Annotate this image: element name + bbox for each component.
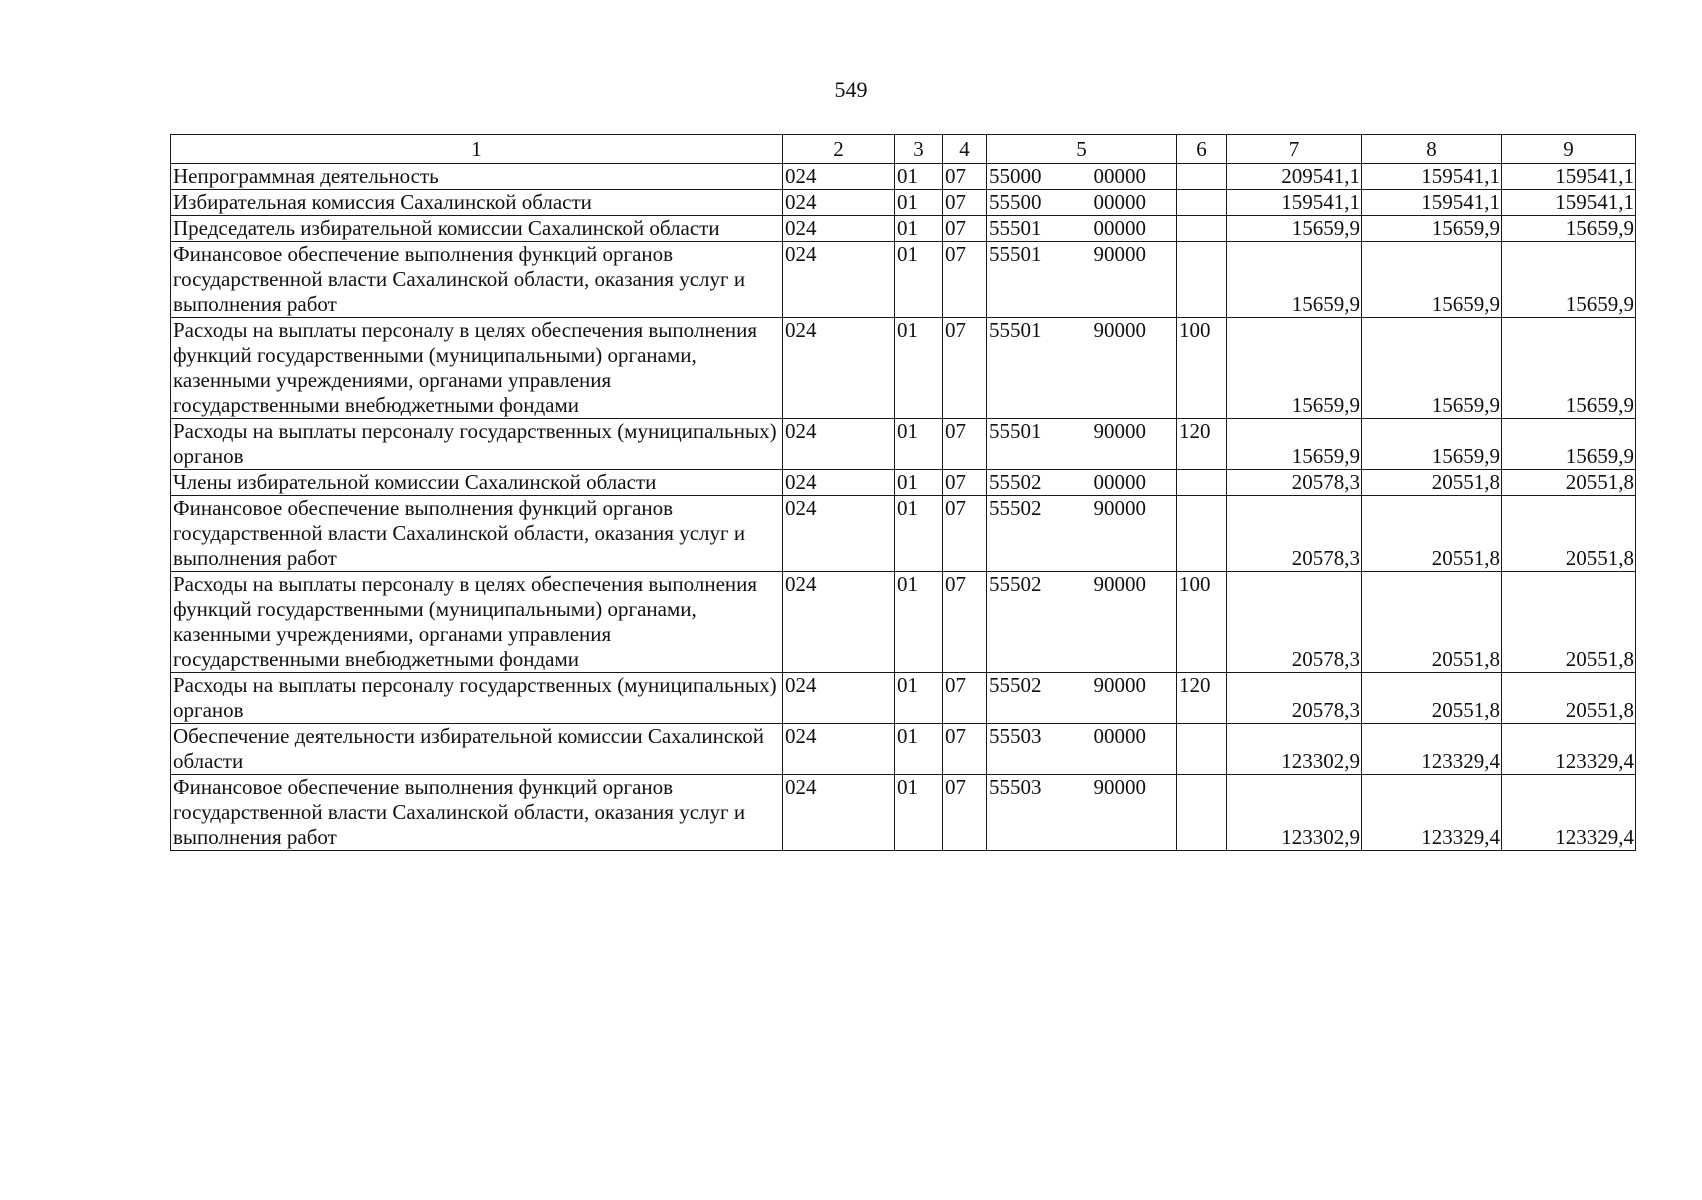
row-name-cell: Непрограммная деятельность — [171, 164, 783, 190]
target-code-direction: 00000 — [1093, 724, 1146, 748]
admin-code-cell: 024 — [783, 419, 895, 470]
amount-year3-cell: 20551,8 — [1502, 572, 1636, 673]
target-code-cell — [987, 496, 1177, 572]
subsection-code-cell: 07 — [943, 242, 987, 318]
admin-code-cell: 024 — [783, 190, 895, 216]
amount-year3-cell: 15659,9 — [1502, 242, 1636, 318]
subsection-code-cell: 07 — [943, 164, 987, 190]
table-row — [171, 724, 1636, 775]
target-code-direction: 90000 — [1093, 242, 1146, 266]
target-code-direction: 90000 — [1093, 496, 1146, 520]
expense-type-cell — [1177, 470, 1227, 496]
expense-type-cell — [1177, 496, 1227, 572]
admin-code-cell: 024 — [783, 775, 895, 851]
target-code-program: 55502 — [989, 496, 1042, 520]
subsection-code-cell: 07 — [943, 470, 987, 496]
target-code-direction: 00000 — [1093, 216, 1146, 240]
header-cell: 9 — [1502, 135, 1636, 164]
header-cell: 4 — [943, 135, 987, 164]
amount-year2-cell: 123329,4 — [1362, 724, 1502, 775]
target-code-wrap — [989, 470, 1174, 495]
target-code-program: 55502 — [989, 673, 1042, 697]
target-code-direction: 00000 — [1093, 164, 1146, 188]
target-code-program: 55501 — [989, 419, 1042, 443]
section-code-cell: 01 — [895, 164, 943, 190]
section-code-cell: 01 — [895, 724, 943, 775]
header-row — [171, 135, 1636, 164]
expense-type-cell — [1177, 190, 1227, 216]
row-name-cell: Расходы на выплаты персоналу в целях обеспечения выполнения функций государственными (муниципальными) органами, казенными учреждениями, органами управления государственными внебюджетными фондами — [171, 318, 783, 419]
header-cell: 3 — [895, 135, 943, 164]
target-code-direction: 00000 — [1093, 470, 1146, 494]
amount-year2-cell: 15659,9 — [1362, 216, 1502, 242]
target-code-direction: 90000 — [1093, 419, 1146, 443]
admin-code-cell: 024 — [783, 216, 895, 242]
amount-year3-cell: 123329,4 — [1502, 724, 1636, 775]
row-name-cell: Финансовое обеспечение выполнения функций органов государственной власти Сахалинской области, оказания услуг и выполнения работ — [171, 775, 783, 851]
expense-type-cell — [1177, 242, 1227, 318]
target-code-wrap — [989, 572, 1174, 597]
section-code-cell: 01 — [895, 216, 943, 242]
target-code-program: 55502 — [989, 470, 1042, 494]
admin-code-cell: 024 — [783, 496, 895, 572]
amount-year2-cell: 159541,1 — [1362, 164, 1502, 190]
expense-type-cell: 100 — [1177, 572, 1227, 673]
section-code-cell: 01 — [895, 318, 943, 419]
amount-year2-cell: 20551,8 — [1362, 572, 1502, 673]
amount-year1-cell: 20578,3 — [1227, 673, 1362, 724]
header-cell: 1 — [171, 135, 783, 164]
amount-year2-cell: 15659,9 — [1362, 242, 1502, 318]
table-row — [171, 470, 1636, 496]
target-code-direction: 90000 — [1093, 572, 1146, 596]
table-row — [171, 419, 1636, 470]
amount-year2-cell: 15659,9 — [1362, 419, 1502, 470]
amount-year3-cell: 159541,1 — [1502, 164, 1636, 190]
section-code-cell: 01 — [895, 496, 943, 572]
target-code-cell — [987, 419, 1177, 470]
expense-type-cell: 120 — [1177, 673, 1227, 724]
section-code-cell: 01 — [895, 190, 943, 216]
subsection-code-cell: 07 — [943, 724, 987, 775]
row-name-cell: Расходы на выплаты персоналу государственных (муниципальных) органов — [171, 673, 783, 724]
admin-code-cell: 024 — [783, 164, 895, 190]
target-code-cell — [987, 164, 1177, 190]
amount-year1-cell: 15659,9 — [1227, 242, 1362, 318]
table-row — [171, 190, 1636, 216]
target-code-wrap — [989, 673, 1174, 698]
target-code-wrap — [989, 242, 1174, 267]
table-row — [171, 673, 1636, 724]
amount-year2-cell: 15659,9 — [1362, 318, 1502, 419]
section-code-cell: 01 — [895, 673, 943, 724]
target-code-direction: 00000 — [1093, 190, 1146, 214]
target-code-direction: 90000 — [1093, 775, 1146, 799]
admin-code-cell: 024 — [783, 242, 895, 318]
target-code-cell — [987, 190, 1177, 216]
target-code-wrap — [989, 190, 1174, 215]
amount-year3-cell: 20551,8 — [1502, 496, 1636, 572]
target-code-cell — [987, 775, 1177, 851]
header-cell: 7 — [1227, 135, 1362, 164]
target-code-wrap — [989, 724, 1174, 749]
target-code-direction: 90000 — [1093, 318, 1146, 342]
subsection-code-cell: 07 — [943, 419, 987, 470]
amount-year2-cell: 20551,8 — [1362, 496, 1502, 572]
row-name-cell: Расходы на выплаты персоналу в целях обеспечения выполнения функций государственными (муниципальными) органами, казенными учреждениями, органами управления государственными внебюджетными фондами — [171, 572, 783, 673]
table-row — [171, 572, 1636, 673]
target-code-program: 55503 — [989, 775, 1042, 799]
target-code-wrap — [989, 318, 1174, 343]
amount-year3-cell: 15659,9 — [1502, 318, 1636, 419]
amount-year3-cell: 15659,9 — [1502, 419, 1636, 470]
target-code-cell — [987, 318, 1177, 419]
target-code-wrap — [989, 496, 1174, 521]
table-row — [171, 775, 1636, 851]
target-code-wrap — [989, 164, 1174, 189]
expense-type-cell — [1177, 164, 1227, 190]
target-code-program: 55501 — [989, 318, 1042, 342]
admin-code-cell: 024 — [783, 673, 895, 724]
section-code-cell: 01 — [895, 572, 943, 673]
subsection-code-cell: 07 — [943, 318, 987, 419]
header-cell: 5 — [987, 135, 1177, 164]
section-code-cell: 01 — [895, 470, 943, 496]
amount-year1-cell: 123302,9 — [1227, 775, 1362, 851]
target-code-program: 55502 — [989, 572, 1042, 596]
amount-year1-cell: 15659,9 — [1227, 216, 1362, 242]
row-name-cell: Финансовое обеспечение выполнения функций органов государственной власти Сахалинской области, оказания услуг и выполнения работ — [171, 242, 783, 318]
subsection-code-cell: 07 — [943, 673, 987, 724]
amount-year2-cell: 159541,1 — [1362, 190, 1502, 216]
row-name-cell: Финансовое обеспечение выполнения функций органов государственной власти Сахалинской области, оказания услуг и выполнения работ — [171, 496, 783, 572]
admin-code-cell: 024 — [783, 724, 895, 775]
amount-year3-cell: 20551,8 — [1502, 673, 1636, 724]
amount-year1-cell: 209541,1 — [1227, 164, 1362, 190]
amount-year2-cell: 123329,4 — [1362, 775, 1502, 851]
amount-year1-cell: 20578,3 — [1227, 470, 1362, 496]
row-name-cell: Избирательная комиссия Сахалинской области — [171, 190, 783, 216]
subsection-code-cell: 07 — [943, 190, 987, 216]
expense-type-cell — [1177, 724, 1227, 775]
target-code-cell — [987, 572, 1177, 673]
table-row — [171, 216, 1636, 242]
subsection-code-cell: 07 — [943, 216, 987, 242]
expense-type-cell: 100 — [1177, 318, 1227, 419]
amount-year3-cell: 15659,9 — [1502, 216, 1636, 242]
amount-year3-cell: 20551,8 — [1502, 470, 1636, 496]
amount-year3-cell: 159541,1 — [1502, 190, 1636, 216]
table-row — [171, 318, 1636, 419]
admin-code-cell: 024 — [783, 572, 895, 673]
expense-type-cell: 120 — [1177, 419, 1227, 470]
target-code-program: 55000 — [989, 164, 1042, 188]
row-name-cell: Члены избирательной комиссии Сахалинской области — [171, 470, 783, 496]
amount-year1-cell: 159541,1 — [1227, 190, 1362, 216]
target-code-wrap — [989, 775, 1174, 800]
amount-year2-cell: 20551,8 — [1362, 470, 1502, 496]
header-cell: 8 — [1362, 135, 1502, 164]
amount-year1-cell: 15659,9 — [1227, 318, 1362, 419]
admin-code-cell: 024 — [783, 318, 895, 419]
section-code-cell: 01 — [895, 419, 943, 470]
header-cell: 6 — [1177, 135, 1227, 164]
row-name-cell: Обеспечение деятельности избирательной комиссии Сахалинской области — [171, 724, 783, 775]
target-code-direction: 90000 — [1093, 673, 1146, 697]
row-name-cell: Председатель избирательной комиссии Сахалинской области — [171, 216, 783, 242]
amount-year2-cell: 20551,8 — [1362, 673, 1502, 724]
amount-year1-cell: 20578,3 — [1227, 496, 1362, 572]
section-code-cell: 01 — [895, 775, 943, 851]
amount-year1-cell: 20578,3 — [1227, 572, 1362, 673]
amount-year1-cell: 123302,9 — [1227, 724, 1362, 775]
target-code-cell — [987, 216, 1177, 242]
target-code-wrap — [989, 419, 1174, 444]
admin-code-cell: 024 — [783, 470, 895, 496]
target-code-cell — [987, 242, 1177, 318]
subsection-code-cell: 07 — [943, 572, 987, 673]
expense-type-cell — [1177, 775, 1227, 851]
target-code-program: 55500 — [989, 190, 1042, 214]
expense-type-cell — [1177, 216, 1227, 242]
header-cell: 2 — [783, 135, 895, 164]
section-code-cell: 01 — [895, 242, 943, 318]
target-code-cell — [987, 724, 1177, 775]
target-code-cell — [987, 470, 1177, 496]
target-code-program: 55503 — [989, 724, 1042, 748]
amount-year1-cell: 15659,9 — [1227, 419, 1362, 470]
target-code-program: 55501 — [989, 216, 1042, 240]
table-row — [171, 496, 1636, 572]
target-code-program: 55501 — [989, 242, 1042, 266]
budget-table — [170, 134, 1636, 851]
table-row — [171, 164, 1636, 190]
subsection-code-cell: 07 — [943, 496, 987, 572]
target-code-wrap — [989, 216, 1174, 241]
table-row — [171, 242, 1636, 318]
page-number: 549 — [834, 77, 868, 102]
subsection-code-cell: 07 — [943, 775, 987, 851]
row-name-cell: Расходы на выплаты персоналу государственных (муниципальных) органов — [171, 419, 783, 470]
target-code-cell — [987, 673, 1177, 724]
amount-year3-cell: 123329,4 — [1502, 775, 1636, 851]
